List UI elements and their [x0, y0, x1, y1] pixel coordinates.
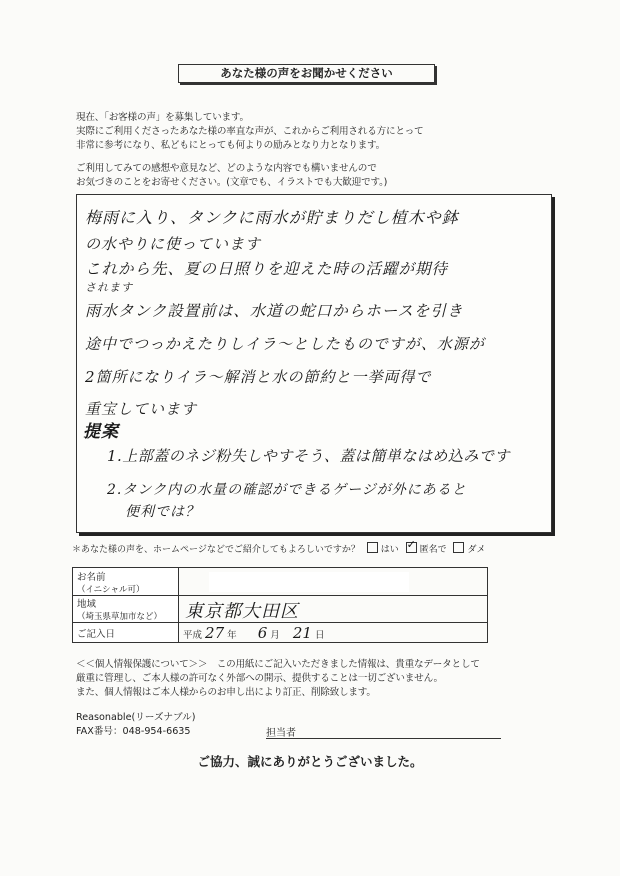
fax-number: FAX番号：048-954-6635 [76, 726, 191, 737]
region-field[interactable] [179, 596, 488, 623]
name-label: お名前 [77, 571, 106, 583]
handwritten-line: 便利では？ [125, 504, 200, 520]
intro-line: お気づきのことをお寄せください。(文章でも、イラストでも大歓迎です。) [76, 177, 388, 188]
region-sub-label: （埼玉県草加市など） [77, 612, 163, 622]
handwritten-line: 途中でつっかえたりしイラ〜としたものですが、水源が [85, 335, 485, 353]
staff-label: 担当者 [266, 728, 296, 739]
consent-row [72, 542, 486, 555]
region-label: 地域 [77, 599, 97, 610]
checkbox-yes[interactable] [367, 542, 378, 553]
intro-line: 非常に参考になり、私どもにとっても何よりの励みとなり力となります。 [76, 140, 386, 151]
info-table [72, 567, 488, 643]
privacy-line: 厳重に管理し、ご本人様の許可なく外部への開示、提供することは一切ございません。 [76, 673, 443, 684]
date-year-unit: 年 [227, 629, 237, 641]
checkbox-no[interactable] [453, 542, 464, 553]
handwritten-line: 重宝しています [85, 400, 198, 418]
date-label: ご記入日 [77, 628, 116, 640]
handwritten-line: されます [85, 281, 133, 294]
company-name: Reasonable(リーズナブル) [76, 712, 196, 723]
handwritten-line: 雨水タンク設置前は、水道の蛇口からホースを引き [85, 302, 464, 320]
name-label-cell [73, 568, 179, 596]
redaction-block [209, 572, 409, 592]
region-label-cell [73, 596, 179, 623]
form-title: あなた様の声をお聞かせください [178, 64, 435, 83]
name-sub-label: （イニシャル可） [77, 584, 145, 595]
checkbox-anonymous[interactable] [406, 542, 417, 553]
comment-box [76, 194, 552, 533]
handwritten-line: 1.上部蓋のネジ粉失しやすそう、蓋は簡単なはめ込みです [107, 447, 510, 465]
handwritten-line: これから先、夏の日照りを迎えた時の活躍が期待 [85, 260, 449, 278]
name-field[interactable] [179, 568, 488, 596]
date-month-unit: 月 [270, 629, 280, 641]
privacy-line: また、個人情報はご本人様からのお申し出により訂正、削除致します。 [76, 687, 376, 698]
region-value: 東京都大田区 [185, 601, 299, 622]
intro-line: 実際にご利用くださったあなた様の率直な声が、これからご利用される方にとって [76, 126, 424, 137]
date-field[interactable] [179, 623, 488, 643]
option-anonymous-label: 匿名で [419, 545, 447, 555]
date-label-cell [73, 623, 179, 643]
thanks-message: ご協力、誠にありがとうございました。 [197, 754, 423, 769]
handwritten-line: 2.タンク内の水量の確認ができるゲージが外にあると [107, 482, 467, 498]
handwritten-line: 提案 [83, 422, 119, 442]
handwritten-line: の水やりに使っています [85, 235, 262, 253]
handwritten-line: 梅雨に入り、タンクに雨水が貯まりだし植木や鉢 [85, 208, 459, 227]
privacy-line: ＜＜個人情報保護について＞＞ この用紙にご記入いただきました情報は、貴重なデータとして [76, 659, 480, 670]
intro-line: 現在、「お客様の声」を募集しています。 [76, 112, 249, 123]
intro-line: ご利用してみての感想や意見など、どのような内容でも構いませんので [76, 163, 377, 174]
date-day: 21 [292, 623, 312, 642]
consent-question: ＊あなた様の声を、ホームページなどでご紹介してもよろしいですか？ [72, 545, 360, 555]
date-year: 27 [205, 623, 225, 642]
option-yes-label: はい [380, 545, 399, 555]
date-era: 平成 [183, 629, 203, 641]
option-no-label: ダメ [467, 545, 486, 555]
date-month: 6 [257, 623, 268, 642]
date-day-unit: 日 [314, 629, 325, 641]
staff-signature-line[interactable] [266, 738, 501, 739]
handwritten-line: 2箇所になりイラ〜解消と水の節約と一挙両得で [85, 368, 432, 386]
